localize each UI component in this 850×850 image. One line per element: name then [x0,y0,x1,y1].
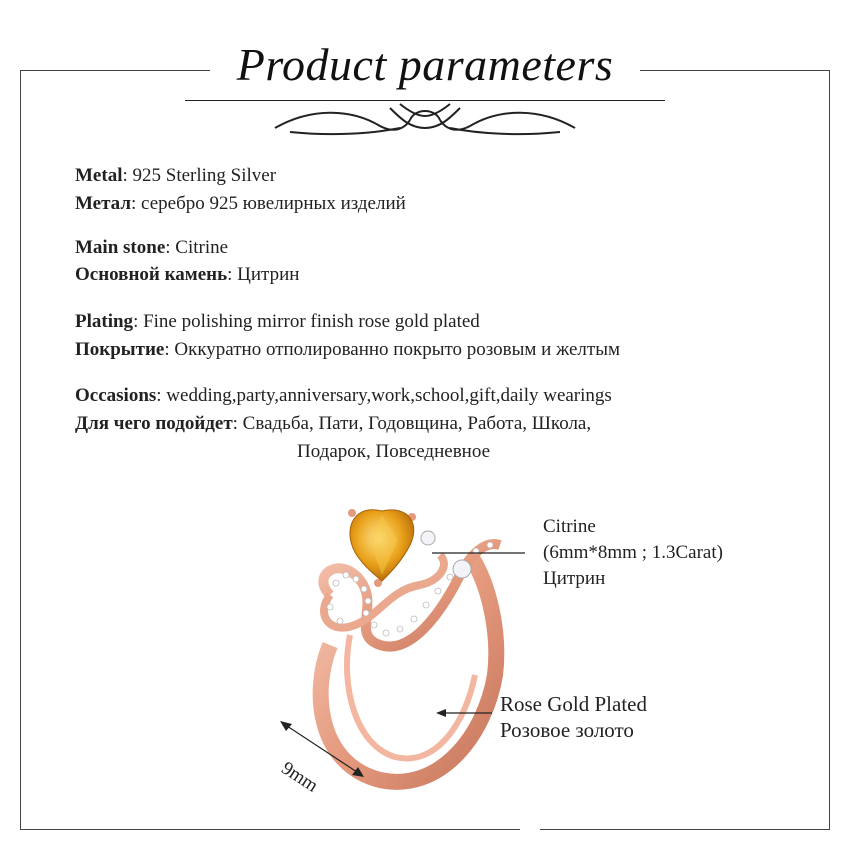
band-callout-ru: Розовое золото [500,718,634,742]
width-label: 9mm [277,757,322,797]
occasions-ru-value: : Свадьба, Пати, Годовщина, Работа, Школа, [232,413,592,434]
metal-en-value: : 925 Sterling Silver [122,165,277,186]
stone-callout-name: Citrine [543,516,596,537]
band-callout-arrow-icon [436,709,446,717]
stone-ru-value: : Цитрин [227,264,300,285]
metal-ru-value: : серебро 925 ювелирных изделий [131,193,406,214]
stone-ru-label: Основной камень [75,264,228,285]
band-callout [500,691,647,743]
occasions-en-value: : wedding,party,anniversary,work,school,gift,daily wearings [156,385,612,406]
plating-ru-value: : Оккуратно отполированно покрыто розовым и желтым [164,339,620,360]
occasions-en-label: Occasions [75,385,157,406]
metal-ru-label: Метал [75,193,132,214]
occasions-ru-label: Для чего подойдет [75,413,233,434]
metal-en-label: Metal [75,165,123,186]
frame-gap [520,825,540,833]
stone-callout-name-ru: Цитрин [543,568,606,589]
page-title: Product parameters [236,39,614,90]
stone-callout [543,514,723,592]
stone-en-label: Main stone [75,237,166,258]
plating-ru-label: Покрытие [75,339,165,360]
stone-callout-size: (6mm*8mm ; 1.3Carat) [543,542,723,563]
width-arrow-start-icon [280,721,292,731]
plating-en-value: : Fine polishing mirror finish rose gold plated [133,311,480,332]
width-arrow-end-icon [352,767,364,777]
occasions-ru-value-2: Подарок, Повседневное [297,441,491,462]
plating-en-label: Plating [75,311,134,332]
stone-en-value: : Citrine [165,237,229,258]
band-callout-en: Rose Gold Plated [500,692,647,716]
